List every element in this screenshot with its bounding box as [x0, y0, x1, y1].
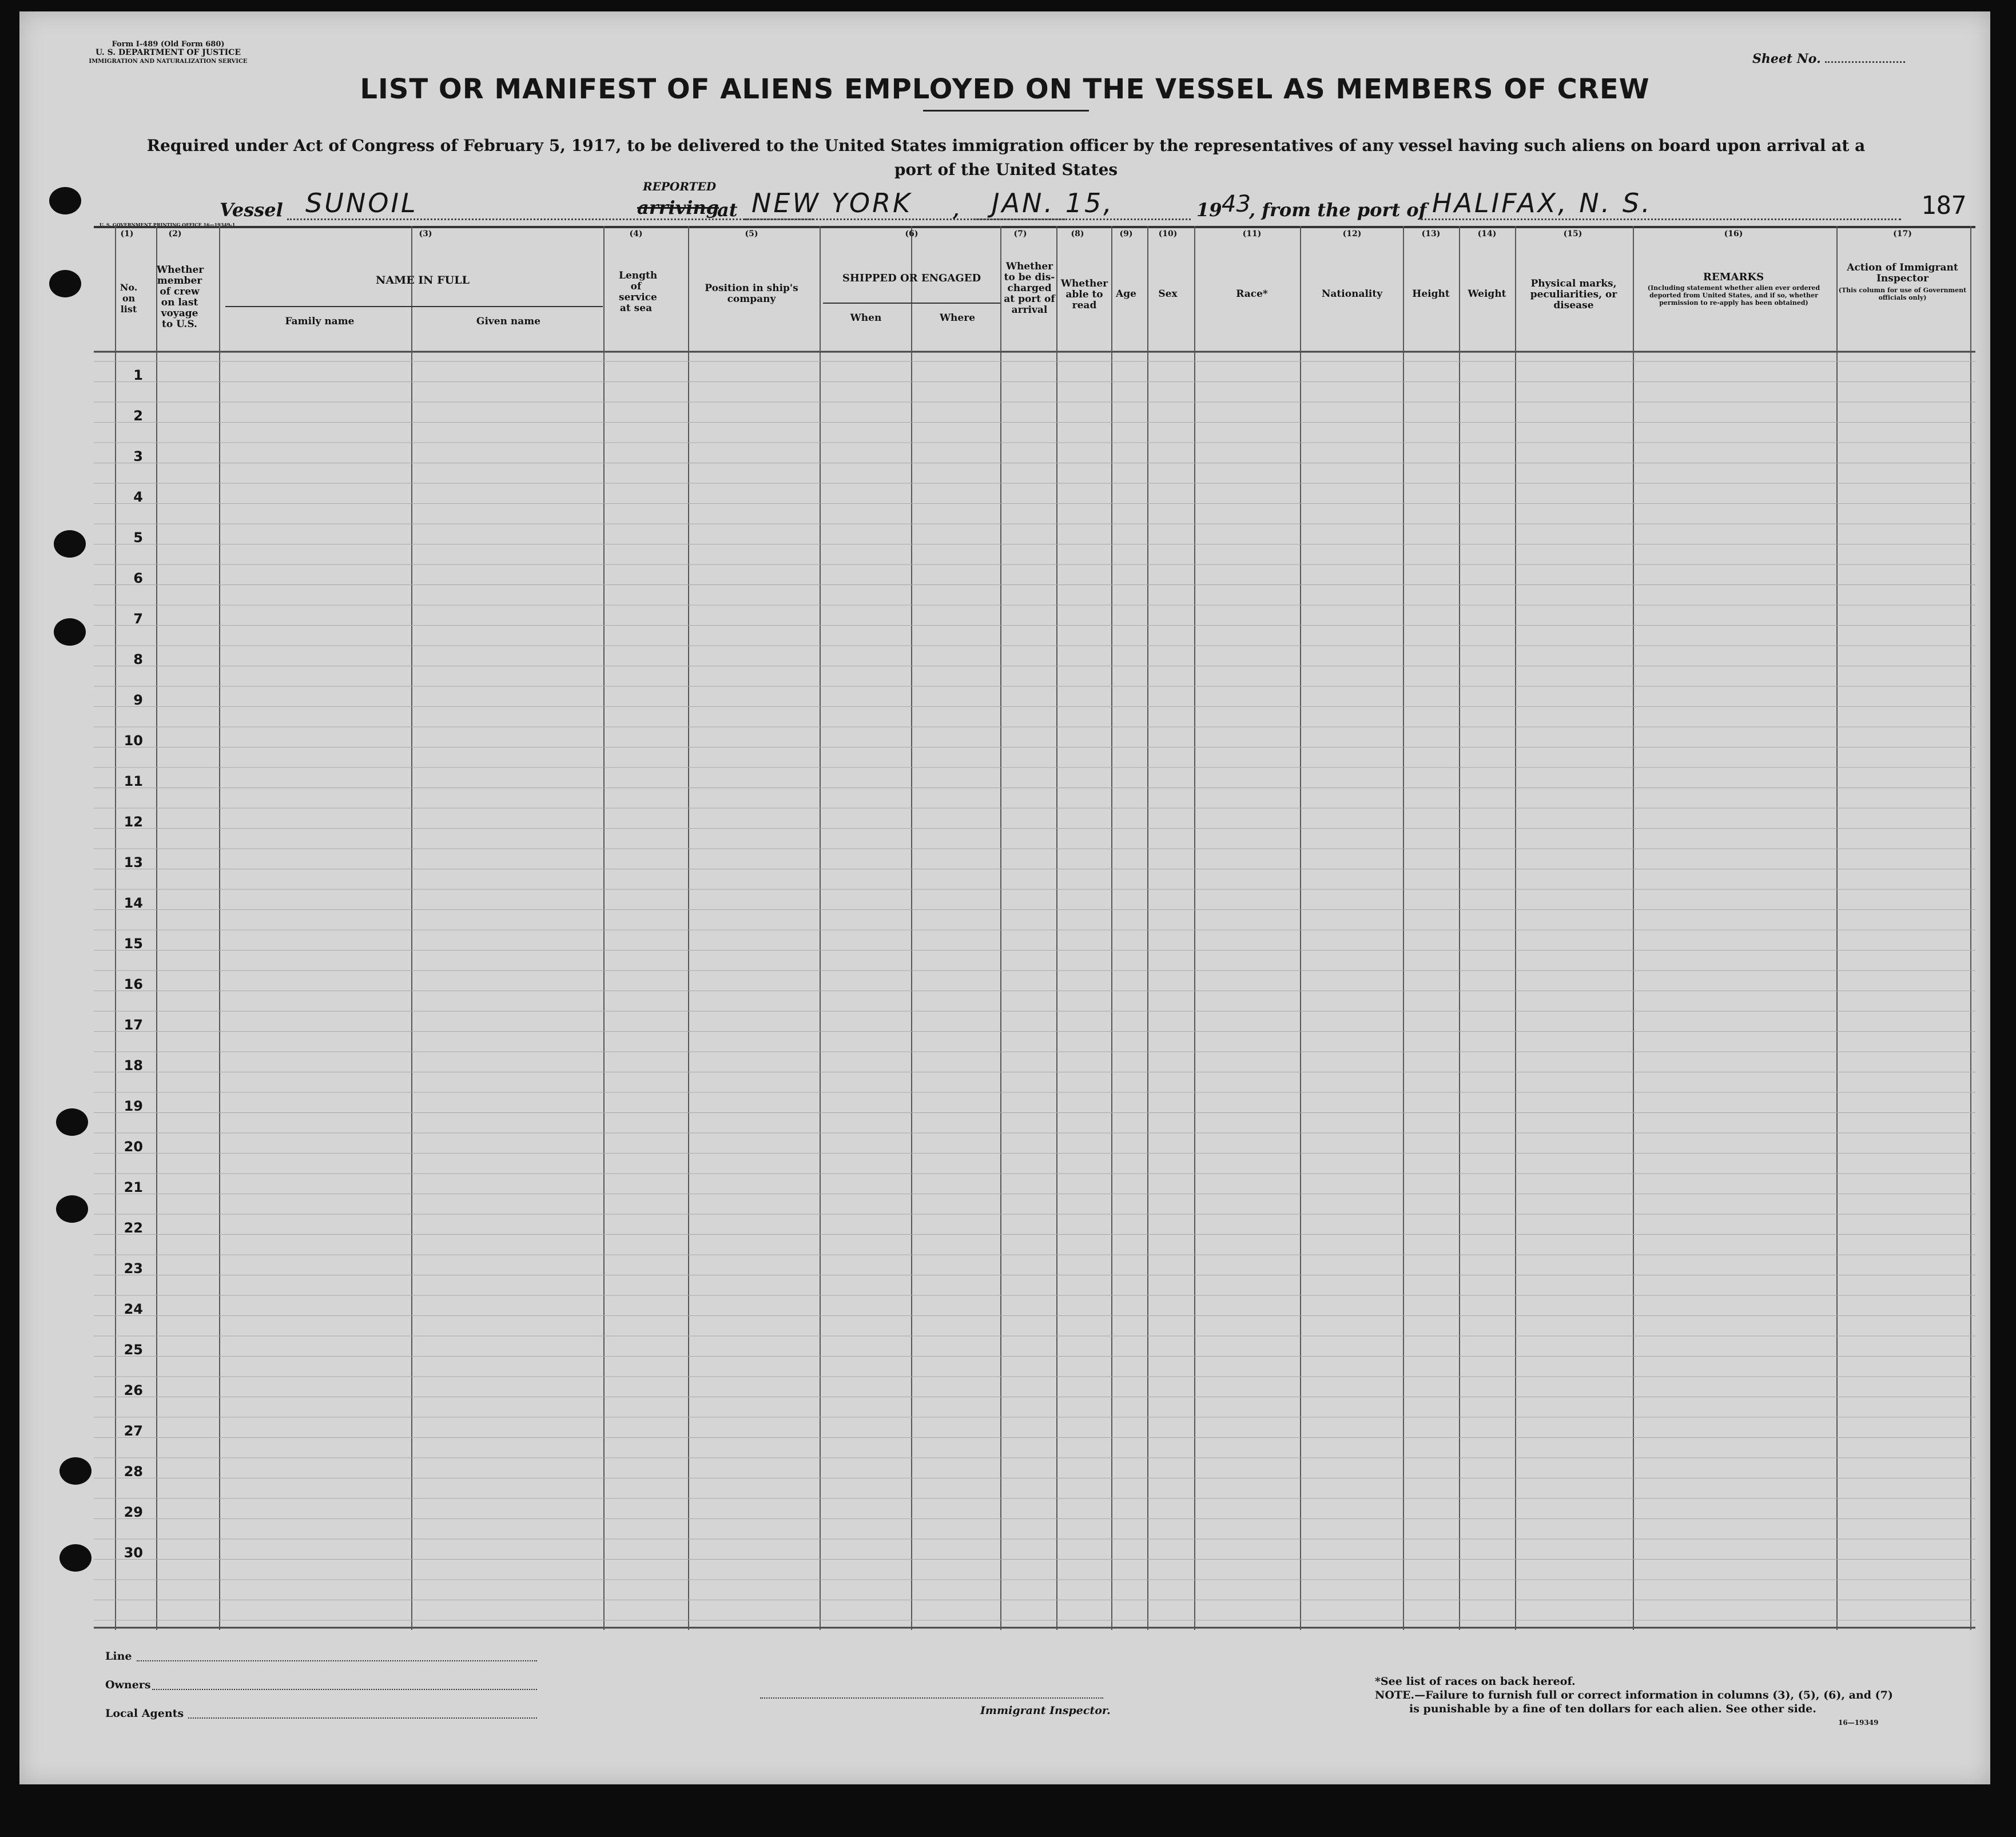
header-when: When: [850, 312, 882, 324]
header-weight: Weight: [1468, 288, 1506, 300]
header-length-of-service: Length of service at sea: [619, 270, 658, 314]
footer-notes: *See list of races on back hereof. NOTE.—Failure to furnish full or correct information in columns (3), (5), (6), and (7) is punishable by a fine of ten dollars for each alien. See other side.: [1375, 1675, 1893, 1715]
arrival-date: JAN. 15,: [992, 188, 1114, 218]
port-of-arrival: NEW YORK: [751, 188, 913, 218]
header-remarks-detail: (Including statement whether alien ever ordered deported from United States, and if so, whether permission to re-apply has been obtained): [1647, 284, 1820, 307]
header-given-name: Given name: [476, 316, 541, 327]
header-family-name: Family name: [285, 316, 355, 327]
row-number: 6: [133, 570, 143, 586]
row-number: 12: [124, 814, 143, 830]
row-number: 5: [133, 530, 143, 546]
row-number: 9: [133, 692, 143, 708]
row-number: 25: [124, 1342, 143, 1358]
stamp-number: 187: [1921, 191, 1967, 220]
punch-hole-icon: [54, 618, 86, 646]
sheet-number: Sheet No.: [1752, 51, 1905, 66]
subtitle: Required under Act of Congress of February 5, 1917, to be delivered to the United States immigration officer by the representatives of any vessel having such aliens on board upon arrival at a port of the United States: [146, 136, 1866, 179]
punch-hole-icon: [59, 1544, 92, 1572]
row-number: 29: [124, 1504, 143, 1520]
header-age: Age: [1116, 288, 1136, 300]
punch-hole-icon: [49, 187, 81, 214]
header-no-on-list: No. on list: [120, 282, 138, 315]
header-remarks: REMARKS: [1703, 271, 1764, 283]
punch-hole-icon: [56, 1108, 88, 1136]
inspector-signature-line: [760, 1697, 1103, 1699]
row-number: 3: [133, 448, 143, 464]
punch-hole-icon: [54, 530, 86, 558]
printer-line: U. S. GOVERNMENT PRINTING OFFICE 16—19349-1: [100, 222, 236, 228]
row-number: 1: [133, 367, 143, 383]
reported-label: REPORTED: [643, 180, 717, 193]
header-shipped-engaged: SHIPPED OR ENGAGED: [842, 272, 981, 284]
row-number: 16: [124, 976, 143, 992]
row-number: 26: [124, 1382, 143, 1398]
row-number: 4: [133, 489, 143, 505]
header-nationality: Nationality: [1321, 288, 1383, 300]
punch-hole-icon: [59, 1457, 92, 1485]
row-number: 24: [124, 1301, 143, 1317]
form-code: 16—19349: [1838, 1719, 1879, 1727]
row-number: 27: [124, 1423, 143, 1439]
header-discharged: Whether to be dis- charged at port of arrival: [1004, 261, 1055, 316]
row-number: 15: [124, 936, 143, 952]
header-inspector-action: Action of Immigrant Inspector: [1847, 262, 1958, 284]
header-sex: Sex: [1158, 288, 1178, 300]
header-race: Race*: [1236, 288, 1268, 300]
punch-hole-icon: [49, 270, 81, 297]
row-number: 30: [124, 1545, 143, 1561]
row-number: 28: [124, 1464, 143, 1480]
header-physical-marks: Physical marks, peculiarities, or disease: [1530, 278, 1617, 311]
header-position: Position in ship's company: [705, 283, 798, 305]
row-number: 2: [133, 408, 143, 424]
page-title: LIST OR MANIFEST OF ALIENS EMPLOYED ON THE VESSEL AS MEMBERS OF CREW: [360, 73, 1650, 105]
header-where: Where: [939, 312, 976, 324]
row-number: 17: [124, 1017, 143, 1033]
row-number: 21: [124, 1179, 143, 1195]
header-name-in-full: NAME IN FULL: [376, 274, 470, 287]
arrival-year: 43: [1222, 191, 1251, 217]
row-number: 18: [124, 1057, 143, 1073]
vessel-name: SUNOIL: [305, 188, 418, 218]
row-number: 11: [124, 773, 143, 789]
footer-signatures: Line Owners Local Agents: [105, 1650, 563, 1730]
vessel-line: Vessel SUNOIL REPORTED arriving at NEW YORK , JAN. 15, 19 43 , from the port of HALIFAX, N. S. 187: [220, 180, 1967, 221]
crew-table-grid: [94, 226, 1975, 1630]
row-number: 14: [124, 895, 143, 911]
row-number: 19: [124, 1098, 143, 1114]
row-number: 7: [133, 611, 143, 627]
row-number: 13: [124, 854, 143, 870]
form-id: Form I-489 (Old Form 680) U. S. DEPARTMENT OF JUSTICE IMMIGRATION AND NATURALIZATION SERVICE: [89, 40, 248, 65]
header-able-to-read: Whether able to read: [1060, 278, 1108, 311]
title-rule: [923, 110, 1089, 112]
row-number: 8: [133, 651, 143, 667]
manifest-sheet: [19, 11, 1990, 1784]
arriving-struck: arriving: [637, 197, 719, 218]
header-inspector-detail: (This column for use of Government officials only): [1838, 287, 1967, 301]
row-number: 23: [124, 1261, 143, 1277]
row-number: 22: [124, 1220, 143, 1236]
header-height: Height: [1412, 288, 1450, 300]
departure-port: HALIFAX, N. S.: [1432, 188, 1652, 218]
row-number: 10: [124, 733, 143, 749]
header-member-of-crew: Whether member of crew on last voyage to U.S.: [157, 264, 204, 330]
row-number: 20: [124, 1139, 143, 1155]
inspector-label: Immigrant Inspector.: [980, 1704, 1111, 1717]
crew-table: (1) No. on list (2) Whether member of crew on last voyage to U.S. (3) NAME IN FULL Family name Given name (4) Length of service at sea (5) Position in ship's company (6) SHIPPED OR ENGAGED When Where (7) Whether to be dis- charged at port of arrival (8) Whether able to read (9) Age (10) Sex (11) Race* (12) Nationality (13) Height (14) Weight (15) Physical marks, peculiarities, or disease (16) REMARKS (Including statement whether alien ever ordered deported from United States, and if so, whether permission to re-apply has been obtained) (17) Action of Immigrant Inspector (This column for use of Government officials only) 1 2 3 4 5 6 7 8 9 10 11 12 13 14 15 16 17 18 19 20 21 22 23 24 25 26 27 28 29 30: [94, 226, 1975, 1630]
punch-hole-icon: [56, 1195, 88, 1223]
